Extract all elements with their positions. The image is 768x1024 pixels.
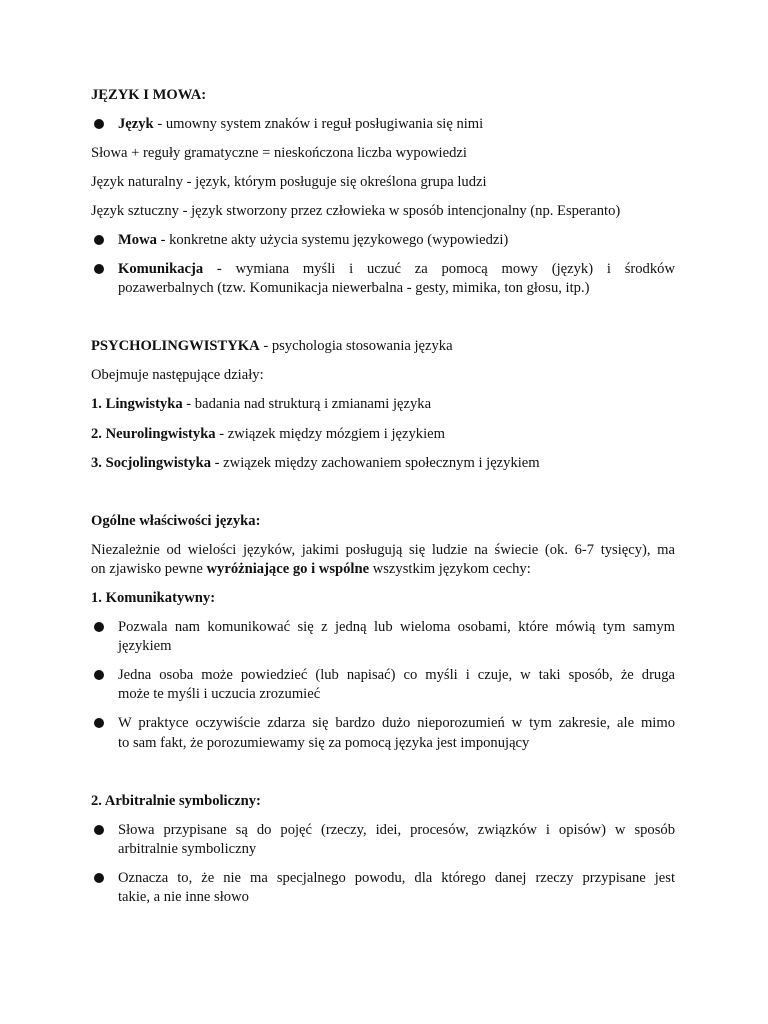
list-item-jezyk bbox=[118, 115, 483, 133]
bullet-icon bbox=[94, 264, 104, 274]
list-item-komunikacja-line2: pozawerbalnych (tzw. Komunikacja niewerbalna - gesty, mimika, ton głosu, itp.) bbox=[118, 280, 590, 296]
term-jezyk: Język bbox=[118, 116, 154, 132]
line-obejmuje: Obejmuje następujące działy: bbox=[91, 367, 264, 383]
list-item-mowa bbox=[118, 231, 508, 249]
list-item-line: to sam fakt, że porozumiewamy się za pomocą języka jest imponujący bbox=[118, 735, 530, 751]
bullet-icon bbox=[94, 622, 104, 632]
section-heading-arbitralnie: 2. Arbitralnie symboliczny: bbox=[91, 793, 261, 809]
bullet-icon bbox=[94, 235, 104, 245]
term-mowa: Mowa bbox=[118, 232, 157, 248]
list-item-line: arbitralnie symboliczny bbox=[118, 841, 257, 857]
term-komunikacja: Komunikacja bbox=[118, 261, 204, 277]
line-slowa: Słowa + reguły gramatyczne = nieskończona liczba wypowiedzi bbox=[91, 145, 467, 161]
bullet-icon bbox=[94, 718, 104, 728]
list-item-line: W praktyce oczywiście zdarza się bardzo dużo nieporozumień w tym zakresie, ale mimo bbox=[118, 715, 675, 731]
list-item-line: może te myśli i uczucia zrozumieć bbox=[118, 686, 321, 702]
line-jezyk-sztuczny: Język sztuczny - język stworzony przez człowieka w sposób intencjonalny (np. Esperanto) bbox=[91, 203, 621, 219]
bullet-icon bbox=[94, 670, 104, 680]
psycholingwistyka-definition: PSYCHOLINGWISTYKA - psychologia stosowania języka bbox=[91, 338, 453, 354]
section-heading-ogolne-wlasciwosci: Ogólne właściwości języka: bbox=[91, 513, 261, 529]
line-jezyk-naturalny: Język naturalny - język, którym posługuje się określona grupa ludzi bbox=[91, 174, 487, 190]
dzial-item: 3. Socjolingwistyka - związek między zachowaniem społecznym i językiem bbox=[91, 455, 540, 471]
definition-komunikacja: - wymiana myśli i uczuć za pomocą mowy (język) i środków bbox=[203, 261, 675, 277]
paragraph-niezaleznie-line2: on zjawisko pewne wyróżniające go i wspólne wszystkim językom cechy: bbox=[91, 561, 531, 577]
section-heading-jezyk-i-mowa: JĘZYK I MOWA: bbox=[91, 87, 207, 103]
list-item-line: językiem bbox=[118, 638, 172, 654]
list-item-line: takie, a nie inne słowo bbox=[118, 889, 249, 905]
list-item-line: Pozwala nam komunikować się z jedną lub wieloma osobami, które mówią tym samym bbox=[118, 619, 675, 635]
dzial-item: 1. Lingwistyka - badania nad strukturą i zmianami języka bbox=[91, 396, 432, 412]
term-psycholingwistyka: PSYCHOLINGWISTYKA bbox=[91, 338, 260, 354]
definition-mowa: - konkretne akty użycia systemu językowego (wypowiedzi) bbox=[156, 232, 509, 248]
bullet-icon bbox=[94, 119, 104, 129]
list-item-komunikacja-line1 bbox=[118, 260, 675, 278]
definition-jezyk: - umowny system znaków i reguł posługiwania się nimi bbox=[153, 116, 484, 132]
bullet-icon bbox=[94, 873, 104, 883]
bullet-icon bbox=[94, 825, 104, 835]
section-heading-komunikatywny: 1. Komunikatywny: bbox=[91, 590, 216, 606]
list-item-line: Słowa przypisane są do pojęć (rzeczy, idei, procesów, związków i opisów) w sposób bbox=[118, 822, 675, 838]
list-item-line: Oznacza to, że nie ma specjalnego powodu, dla którego danej rzeczy przypisane jest bbox=[118, 870, 675, 886]
dzial-item: 2. Neurolingwistyka - związek między mózgiem i językiem bbox=[91, 426, 445, 442]
paragraph-niezaleznie-line1: Niezależnie od wielości języków, jakimi posługują się ludzie na świecie (ok. 6-7 tysięcy), ma bbox=[91, 542, 675, 558]
list-item-line: Jedna osoba może powiedzieć (lub napisać) co myśli i czuje, w taki sposób, że druga bbox=[118, 667, 675, 683]
